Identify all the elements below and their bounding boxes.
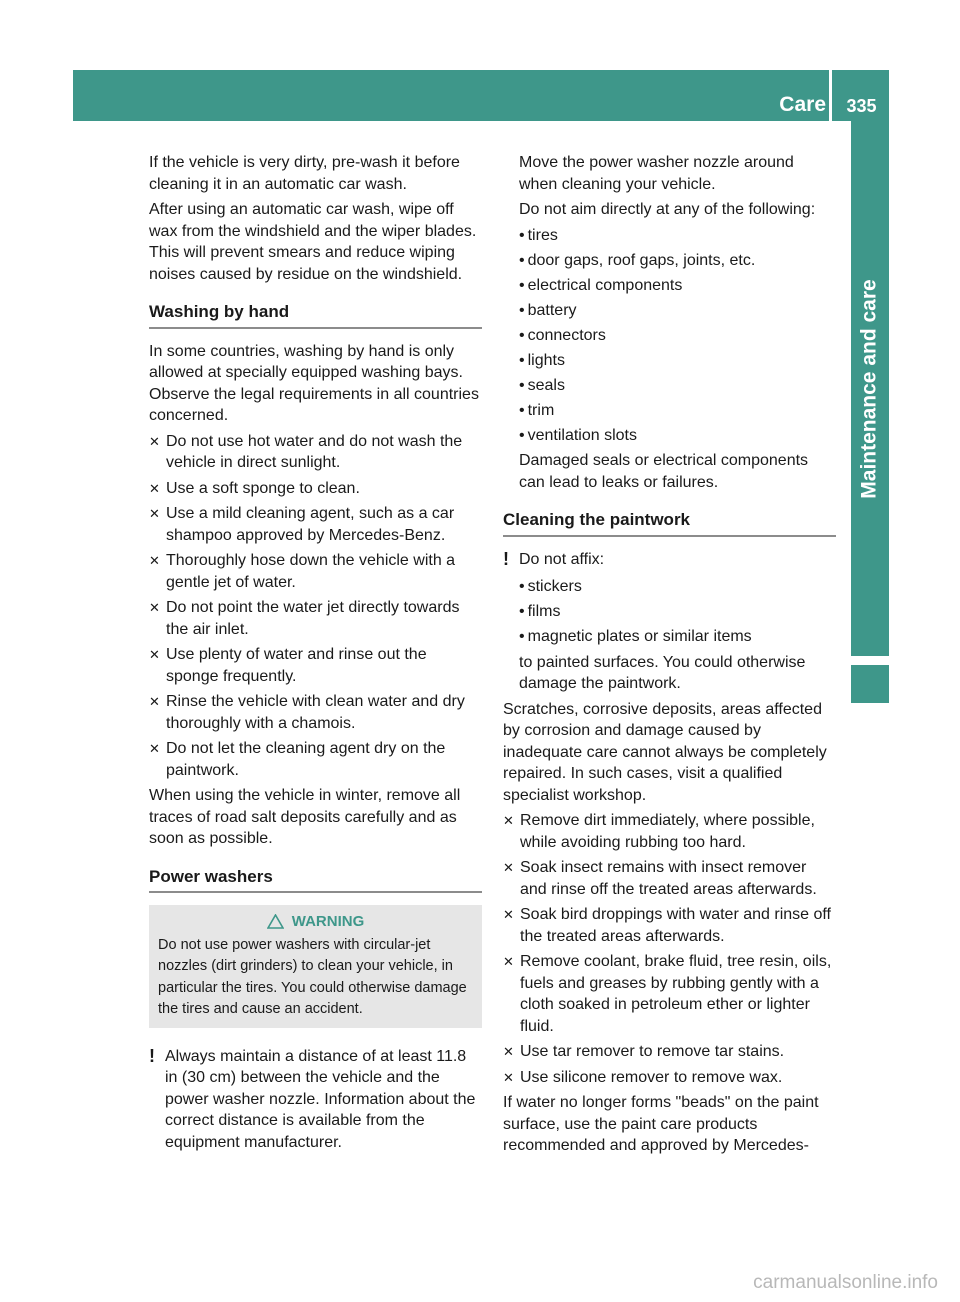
list-item [519, 576, 836, 598]
step-text: Rinse the vehicle with clean water and dry thoroughly with a chamois. [166, 693, 465, 732]
bullet-icon: • [519, 351, 525, 369]
list-item-text: stickers [527, 578, 582, 595]
list-item-text: lights [527, 351, 565, 369]
bullet-icon: • [519, 301, 525, 319]
step-arrow-icon: ✕ [503, 860, 514, 875]
step-text: Thoroughly hose down the vehicle with a gentle jet of water. [166, 552, 456, 591]
step-text: Soak bird droppings with water and rinse off the treated areas afterwards. [520, 906, 831, 945]
step-item [149, 644, 482, 687]
bullet-icon: • [519, 226, 525, 244]
step-arrow-icon: ✕ [149, 647, 160, 662]
list-item-text: films [527, 603, 561, 620]
step-text: Remove coolant, brake fluid, tree resin, oils, fuels and greases by rubbing gently with a cloth soaked in petroleum ether or lighter fluid. [520, 953, 832, 1035]
intro-paragraph: After using an automatic car wash, wipe off wax from the windshield and the wiper blades. This will prevent smears and reduce wiping noises caused by residue on the windshield. [149, 201, 477, 283]
list-item-text: trim [527, 401, 555, 419]
heading-cleaning-paintwork: Cleaning the paintwork [503, 509, 836, 537]
step-text: Use silicone remover to remove wax. [520, 1068, 783, 1086]
warning-text: Do not use power washers with circular-jet nozzles (dirt grinders) to clean your vehicle, in particular the tires. You could otherwise damage the tires and cause an accident. [158, 936, 467, 1017]
bullet-icon: • [519, 326, 525, 344]
step-item [503, 904, 836, 947]
exclamation-icon: ! [149, 1045, 155, 1066]
list-item [519, 626, 836, 648]
step-text: Do not let the cleaning agent dry on the paintwork. [166, 740, 446, 779]
list-item [519, 425, 836, 447]
move-paragraph: Move the power washer nozzle around when cleaning your vehicle. [519, 154, 794, 193]
affix-after: to painted surfaces. You could otherwise damage the paintwork. [519, 653, 806, 692]
step-text: Do not use hot water and do not wash the vehicle in direct sunlight. [166, 432, 463, 471]
scratches-paragraph: Scratches, corrosive deposits, areas affected by corrosion and damage caused by inadequate care cannot always be completely repaired. In such cases, visit a qualified specialist workshop. [503, 700, 827, 804]
step-text: Soak insect remains with insect remover and rinse off the treated areas afterwards. [520, 859, 817, 898]
list-item [519, 350, 836, 372]
list-item-text: seals [527, 376, 565, 394]
step-arrow-icon: ✕ [503, 907, 514, 922]
aim-list [503, 225, 836, 447]
side-tab-label-wrap [851, 121, 889, 656]
bullet-icon: • [519, 276, 525, 294]
step-arrow-icon: ✕ [149, 433, 160, 449]
heading-washing-by-hand: Washing by hand [149, 301, 482, 329]
step-item [149, 597, 482, 640]
bullet-icon: • [519, 251, 525, 269]
step-item [149, 738, 482, 781]
step-arrow-icon: ✕ [149, 741, 160, 756]
list-item-text: tires [527, 226, 558, 244]
step-text: Use plenty of water and rinse out the sponge frequently. [166, 646, 427, 685]
bullet-icon: • [519, 376, 525, 394]
list-item-text: electrical components [527, 276, 683, 294]
side-tab-marker [851, 665, 889, 703]
intro-paragraph: If the vehicle is very dirty, pre-wash it before cleaning it in an automatic car wash. [149, 154, 460, 193]
bullet-icon: • [519, 401, 525, 419]
notice-text: Always maintain a distance of at least 11.8 in (30 cm) between the vehicle and the power washer nozzle. Information about the correct distance is available from the equipment manufacturer. [165, 1047, 476, 1151]
step-arrow-icon: ✕ [149, 480, 160, 496]
list-item [519, 375, 836, 397]
step-item [503, 857, 836, 900]
warning-box [149, 905, 482, 1028]
step-item [149, 478, 482, 500]
step-arrow-icon: ✕ [149, 600, 160, 615]
step-text: Do not point the water jet directly towards the air inlet. [166, 599, 460, 638]
list-item [519, 250, 836, 272]
affix-text: Do not affix: [519, 550, 605, 568]
step-text: Remove dirt immediately, where possible, while avoiding rubbing too hard. [520, 812, 815, 851]
affix-notice [503, 549, 836, 571]
warning-header [158, 911, 473, 933]
right-column [503, 152, 836, 1161]
list-item [519, 300, 836, 322]
step-item [149, 550, 482, 593]
hand-intro: In some countries, washing by hand is only allowed at specially equipped washing bays. Observe the legal requirements in all countries concerned. [149, 342, 479, 424]
step-item [503, 810, 836, 853]
list-item [519, 601, 836, 623]
step-arrow-icon: ✕ [503, 1069, 514, 1085]
warning-label: WARNING [291, 913, 365, 930]
step-text: Use a soft sponge to clean. [166, 479, 360, 497]
warning-triangle-icon [267, 914, 284, 929]
bullet-icon: • [519, 628, 525, 645]
damaged-paragraph: Damaged seals or electrical components can lead to leaks or failures. [519, 452, 809, 491]
watermark: carmanualsonline.info [753, 1272, 938, 1293]
list-item [519, 400, 836, 422]
step-arrow-icon: ✕ [149, 506, 160, 521]
step-arrow-icon: ✕ [503, 1044, 514, 1059]
step-item [503, 1067, 836, 1089]
step-arrow-icon: ✕ [503, 954, 514, 969]
left-column [149, 152, 482, 1159]
step-arrow-icon: ✕ [149, 553, 160, 568]
step-text: Use a mild cleaning agent, such as a car shampoo approved by Mercedes-Benz. [166, 505, 455, 544]
heading-power-washers: Power washers [149, 866, 482, 894]
step-text: Use tar remover to remove tar stains. [520, 1043, 785, 1060]
hand-steps-list [149, 431, 482, 782]
list-item-text: battery [527, 301, 577, 319]
paint-steps-list [503, 810, 836, 1088]
aim-paragraph: Do not aim directly at any of the following: [519, 201, 816, 218]
step-item [503, 1041, 836, 1063]
affix-list [503, 576, 836, 648]
list-item [519, 325, 836, 347]
list-item-text: magnetic plates or similar items [527, 628, 752, 645]
section-title: Care [779, 93, 826, 116]
list-item-text: ventilation slots [527, 426, 637, 444]
list-item [519, 225, 836, 247]
bullet-icon: • [519, 603, 525, 620]
exclamation-icon: ! [503, 548, 509, 569]
list-item [519, 275, 836, 297]
beads-paragraph: If water no longer forms "beads" on the paint surface, use the paint care products recommended and approved by Mercedes- [503, 1094, 819, 1154]
bullet-icon: • [519, 578, 525, 595]
step-item [149, 503, 482, 546]
step-item [503, 951, 836, 1037]
step-arrow-icon: ✕ [149, 694, 160, 709]
notice-block [149, 1046, 482, 1154]
page-number: 335 [846, 96, 877, 116]
header-divider [829, 70, 832, 121]
bullet-icon: • [519, 426, 525, 444]
side-tab-label: Maintenance and care [858, 278, 882, 499]
list-item-text: connectors [527, 326, 606, 344]
winter-paragraph: When using the vehicle in winter, remove all traces of road salt deposits carefully and as soon as possible. [149, 787, 461, 847]
step-item [149, 691, 482, 734]
step-arrow-icon: ✕ [503, 813, 514, 828]
step-item [149, 431, 482, 474]
list-item-text: door gaps, roof gaps, joints, etc. [527, 251, 756, 269]
